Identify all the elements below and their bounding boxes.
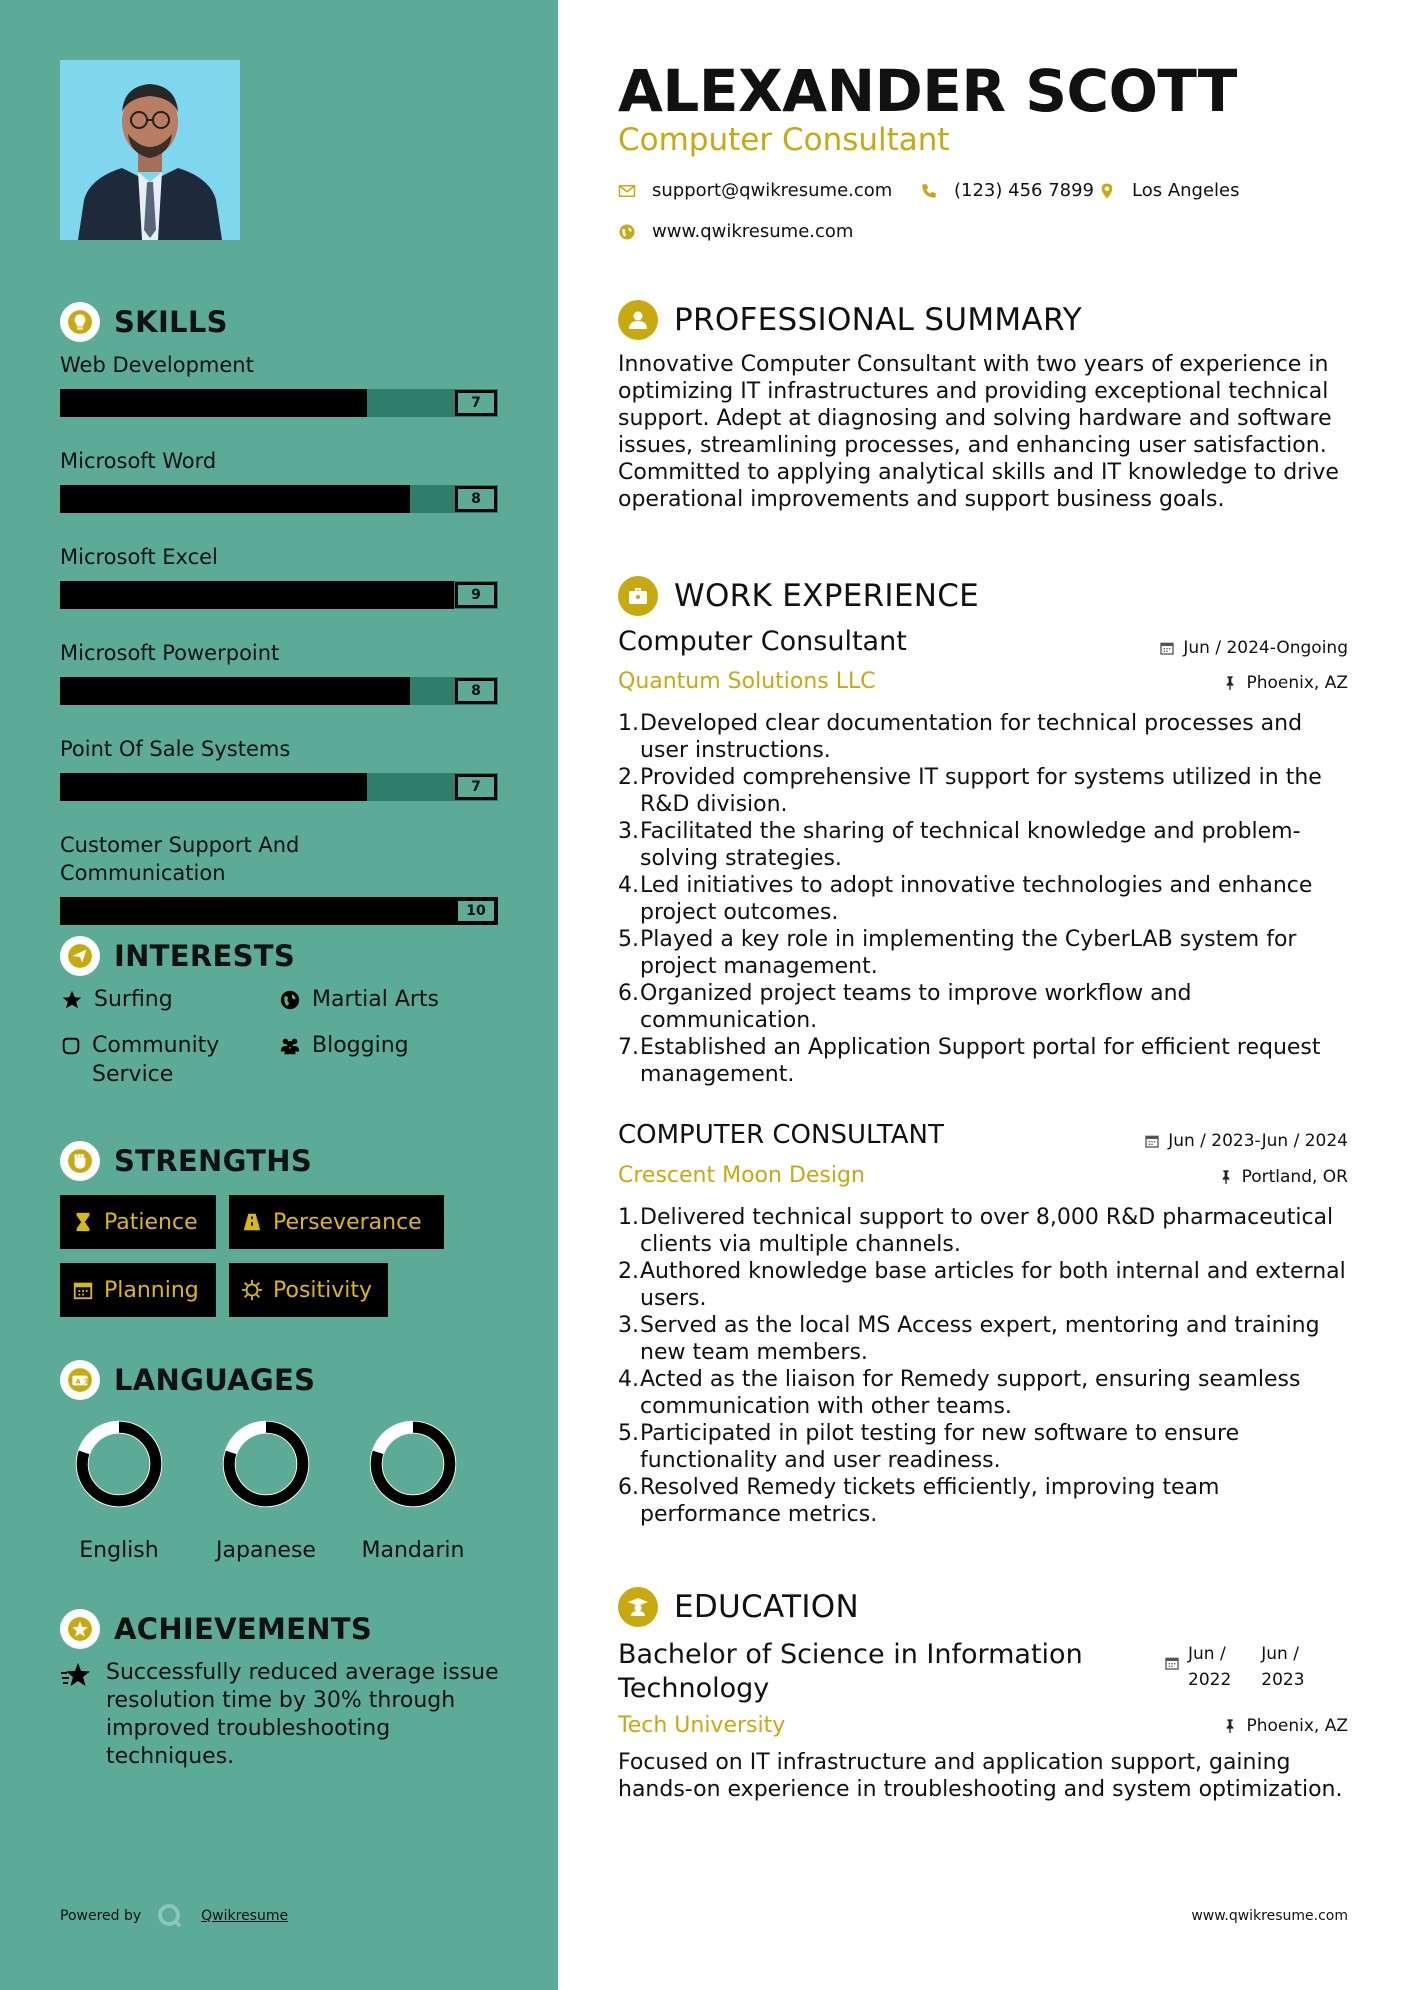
interest-item — [278, 1031, 409, 1060]
skill-item — [60, 447, 498, 513]
paper-plane-icon — [60, 936, 100, 976]
skill-bar-fill — [60, 677, 410, 705]
translate-icon — [60, 1360, 100, 1400]
skill-bar — [60, 389, 498, 417]
qwikresume-link[interactable]: Qwikresume — [201, 1908, 289, 1924]
bullet-item — [618, 1474, 1348, 1528]
strengths-title: STRENGTHS — [114, 1144, 313, 1178]
education-title: EDUCATION — [674, 1589, 859, 1625]
powered-by-label: Powered by — [60, 1908, 142, 1924]
footer-website[interactable]: www.qwikresume.com — [1191, 1908, 1348, 1924]
skill-name: Web Development — [60, 353, 254, 377]
job-bullets — [618, 1204, 1348, 1528]
briefcase-icon — [618, 576, 658, 616]
job-dates-text: Jun / 2023-Jun / 2024 — [1168, 1131, 1348, 1151]
end-date — [1261, 1641, 1304, 1693]
languages-title: LANGUAGES — [114, 1363, 316, 1397]
pushpin-icon — [1222, 1718, 1238, 1734]
bullet-item — [618, 872, 1348, 926]
job-location-text: Portland, OR — [1241, 1167, 1348, 1187]
skills-list — [60, 351, 498, 955]
strength-tag — [229, 1263, 388, 1317]
interest-item — [60, 985, 173, 1014]
strength-label: Positivity — [273, 1277, 373, 1303]
company-name: Quantum Solutions LLC — [618, 669, 876, 694]
graduate-icon — [618, 1587, 658, 1627]
main-content — [618, 0, 1348, 1990]
job-dates — [1144, 1131, 1348, 1151]
skill-item — [60, 351, 498, 417]
hand-icon — [60, 1031, 82, 1057]
job-dates — [1159, 638, 1348, 658]
bullet-number: 2. — [618, 1259, 639, 1284]
language-item — [49, 1418, 189, 1563]
bullet-text: Organized project teams to improve workflow and communication. — [640, 981, 1192, 1033]
bullet-item — [618, 1034, 1348, 1088]
candidate-name: ALEXANDER SCOTT — [618, 57, 1237, 125]
skill-bar — [60, 485, 498, 513]
experience-header — [618, 576, 979, 616]
school-name: Tech University — [618, 1713, 786, 1738]
language-item — [343, 1418, 483, 1563]
globe-icon — [278, 985, 302, 1011]
languages-section — [60, 1358, 315, 1402]
bullet-text: Played a key role in implementing the CyberLAB system for project management. — [640, 927, 1297, 979]
pushpin-icon — [1222, 675, 1238, 691]
languages-header — [60, 1358, 315, 1402]
skills-title: SKILLS — [114, 305, 228, 339]
strengths-section — [60, 1139, 312, 1183]
skill-level: 8 — [455, 678, 497, 704]
sun-icon — [241, 1279, 263, 1301]
summary-text: Innovative Computer Consultant with two years of experience in optimizing IT infrastructures and providing exceptional technical support. Adept at diagnosing and solving hardware and software issues, streamlining processes, and enhancing user satisfaction. Committed to applying analytical skills and IT knowledge to drive operational improvements and support business goals. — [618, 352, 1339, 512]
degree-line: Bachelor of Science in Information — [618, 1639, 1083, 1670]
skill-bar — [60, 773, 498, 801]
language-name: Mandarin — [361, 1538, 465, 1563]
users-icon — [278, 1031, 302, 1057]
education-header — [618, 1587, 859, 1627]
profile-photo — [60, 60, 240, 240]
bullet-item — [618, 1312, 1348, 1366]
bullet-item — [618, 1420, 1348, 1474]
medal-icon — [60, 1609, 100, 1649]
phone-icon — [920, 182, 938, 200]
skill-name: Customer Support And Communication — [60, 833, 300, 885]
end-month: Jun / — [1261, 1644, 1299, 1664]
phone-text[interactable]: (123) 456 7899 — [954, 180, 1095, 201]
bullet-number: 2. — [618, 765, 639, 790]
bullet-item — [618, 926, 1348, 980]
education-location — [1222, 1716, 1348, 1736]
bullet-item — [618, 1258, 1348, 1312]
skill-bar-fill — [60, 485, 410, 513]
education-description: Focused on IT infrastructure and application support, gaining hands-on experience in troubleshooting and system optimization. — [618, 1750, 1343, 1802]
strengths-header — [60, 1139, 312, 1183]
strength-tag — [60, 1195, 216, 1249]
phone-contact — [920, 180, 1094, 201]
job-title: COMPUTER CONSULTANT — [618, 1120, 944, 1150]
bullet-text: Acted as the liaison for Remedy support, ensuring seamless communication with other teams. — [640, 1367, 1301, 1419]
website-text[interactable]: www.qwikresume.com — [652, 221, 854, 242]
skill-item — [60, 831, 498, 925]
skill-bar-fill — [60, 389, 367, 417]
language-name: English — [79, 1538, 159, 1563]
bullet-number: 1. — [618, 1205, 639, 1230]
skill-item — [60, 735, 498, 801]
skill-bar-fill — [60, 773, 367, 801]
user-icon — [618, 300, 658, 340]
skill-bar — [60, 897, 498, 925]
skill-bar-fill — [60, 581, 454, 609]
envelope-icon — [618, 182, 636, 200]
bullet-text: Led initiatives to adopt innovative technologies and enhance project outcomes. — [640, 873, 1313, 925]
email-text[interactable]: support@qwikresume.com — [652, 180, 893, 201]
powered-by — [60, 1903, 288, 1929]
skill-item — [60, 543, 498, 609]
education-dates — [1164, 1641, 1305, 1693]
skill-bar-fill — [60, 897, 498, 925]
website-contact — [618, 221, 853, 242]
interest-item — [278, 985, 439, 1014]
interest-label: Blogging — [312, 1033, 409, 1058]
location-text: Los Angeles — [1132, 180, 1240, 201]
strength-tag — [229, 1195, 444, 1249]
strength-label: Perseverance — [273, 1209, 422, 1235]
email-contact — [618, 180, 892, 201]
skills-section — [60, 300, 228, 344]
language-ring — [220, 1418, 312, 1510]
bullet-item — [618, 710, 1348, 764]
bullet-number: 4. — [618, 1367, 639, 1392]
language-item — [196, 1418, 336, 1563]
map-pin-icon — [1098, 182, 1116, 200]
skill-name: Point Of Sale Systems — [60, 737, 291, 761]
language-ring — [73, 1418, 165, 1510]
calendar-icon — [1164, 1655, 1180, 1671]
education-location-text: Phoenix, AZ — [1246, 1716, 1348, 1736]
bullet-text: Facilitated the sharing of technical knowledge and problem-solving strategies. — [640, 819, 1301, 871]
bullet-number: 5. — [618, 927, 639, 952]
start-month: Jun / — [1188, 1644, 1226, 1664]
interests-section — [60, 934, 295, 978]
skill-name: Microsoft Excel — [60, 545, 218, 569]
bullet-text: Resolved Remedy tickets efficiently, improving team performance metrics. — [640, 1475, 1220, 1527]
star-speed-icon — [60, 1661, 92, 1691]
achievements-section — [60, 1607, 372, 1651]
skill-bar — [60, 581, 498, 609]
interest-item — [60, 1031, 250, 1089]
bullet-text: Participated in pilot testing for new software to ensure functionality and user readiness. — [640, 1421, 1240, 1473]
summary-header — [618, 300, 1082, 340]
interests-title: INTERESTS — [114, 939, 296, 973]
strength-label: Patience — [104, 1209, 198, 1235]
pushpin-icon — [1218, 1169, 1234, 1185]
bullet-text: Provided comprehensive IT support for systems utilized in the R&D division. — [640, 765, 1322, 817]
end-year: 2023 — [1261, 1670, 1305, 1690]
achievements-title: ACHIEVEMENTS — [114, 1612, 373, 1646]
skill-level: 10 — [455, 898, 497, 924]
job-location-text: Phoenix, AZ — [1246, 673, 1348, 693]
summary-title: PROFESSIONAL SUMMARY — [674, 302, 1083, 338]
skill-item — [60, 639, 498, 705]
sidebar — [0, 0, 558, 1990]
bullet-number: 7. — [618, 1035, 639, 1060]
globe-icon — [618, 223, 636, 241]
achievement-text: Successfully reduced average issue resolution time by 30% through improved troubleshooting techniques. — [106, 1660, 499, 1769]
experience-title: WORK EXPERIENCE — [674, 578, 980, 614]
start-date — [1188, 1641, 1231, 1693]
bullet-text: Developed clear documentation for technical processes and user instructions. — [640, 711, 1303, 763]
star-icon — [60, 985, 84, 1011]
achievement-item — [60, 1659, 500, 1771]
job-dates-text: Jun / 2024-Ongoing — [1183, 638, 1348, 658]
road-icon — [241, 1211, 263, 1233]
calendar-icon — [72, 1279, 94, 1301]
bullet-item — [618, 980, 1348, 1034]
bullet-number: 3. — [618, 819, 639, 844]
bullet-text: Delivered technical support to over 8,000 R&D pharmaceutical clients via multiple channels. — [640, 1205, 1334, 1257]
job-location — [1218, 1167, 1348, 1187]
location-contact — [1098, 180, 1240, 201]
strength-label: Planning — [104, 1277, 199, 1303]
interest-label: Community Service — [92, 1033, 220, 1087]
lightbulb-icon — [60, 302, 100, 342]
degree-line: Technology — [618, 1673, 770, 1704]
bullet-number: 4. — [618, 873, 639, 898]
job-bullets — [618, 710, 1348, 1088]
bullet-number: 1. — [618, 711, 639, 736]
hourglass-icon — [72, 1211, 94, 1233]
qwikresume-logo-icon — [157, 1903, 183, 1929]
skills-header — [60, 300, 228, 344]
bullet-number: 6. — [618, 1475, 639, 1500]
bullet-item — [618, 1204, 1348, 1258]
calendar-icon — [1144, 1133, 1160, 1149]
bullet-text: Authored knowledge base articles for both internal and external users. — [640, 1259, 1346, 1311]
calendar-icon — [1159, 640, 1175, 656]
skill-level: 9 — [455, 582, 497, 608]
interest-label: Surfing — [94, 987, 173, 1012]
candidate-title: Computer Consultant — [618, 122, 950, 158]
skill-level: 7 — [455, 390, 497, 416]
skill-level: 7 — [455, 774, 497, 800]
degree — [618, 1638, 1118, 1706]
start-year: 2022 — [1188, 1670, 1232, 1690]
interests-header — [60, 934, 295, 978]
skill-name: Microsoft Powerpoint — [60, 641, 280, 665]
achievements-header — [60, 1607, 372, 1651]
bullet-text: Served as the local MS Access expert, mentoring and training new team members. — [640, 1313, 1320, 1365]
job-location — [1222, 673, 1348, 693]
language-name: Japanese — [216, 1538, 316, 1563]
company-name: Crescent Moon Design — [618, 1163, 865, 1188]
strength-tag — [60, 1263, 216, 1317]
language-ring — [367, 1418, 459, 1510]
bullet-number: 3. — [618, 1313, 639, 1338]
fist-icon — [60, 1141, 100, 1181]
skill-level: 8 — [455, 486, 497, 512]
bullet-text: Established an Application Support portal for efficient request management. — [640, 1035, 1321, 1087]
bullet-item — [618, 764, 1348, 818]
job-title: Computer Consultant — [618, 626, 907, 657]
bullet-number: 6. — [618, 981, 639, 1006]
interest-label: Martial Arts — [312, 987, 440, 1012]
bullet-number: 5. — [618, 1421, 639, 1446]
skill-name: Microsoft Word — [60, 449, 217, 473]
bullet-item — [618, 818, 1348, 872]
skill-bar — [60, 677, 498, 705]
svg-text:A 文: A 文 — [75, 1377, 90, 1386]
bullet-item — [618, 1366, 1348, 1420]
